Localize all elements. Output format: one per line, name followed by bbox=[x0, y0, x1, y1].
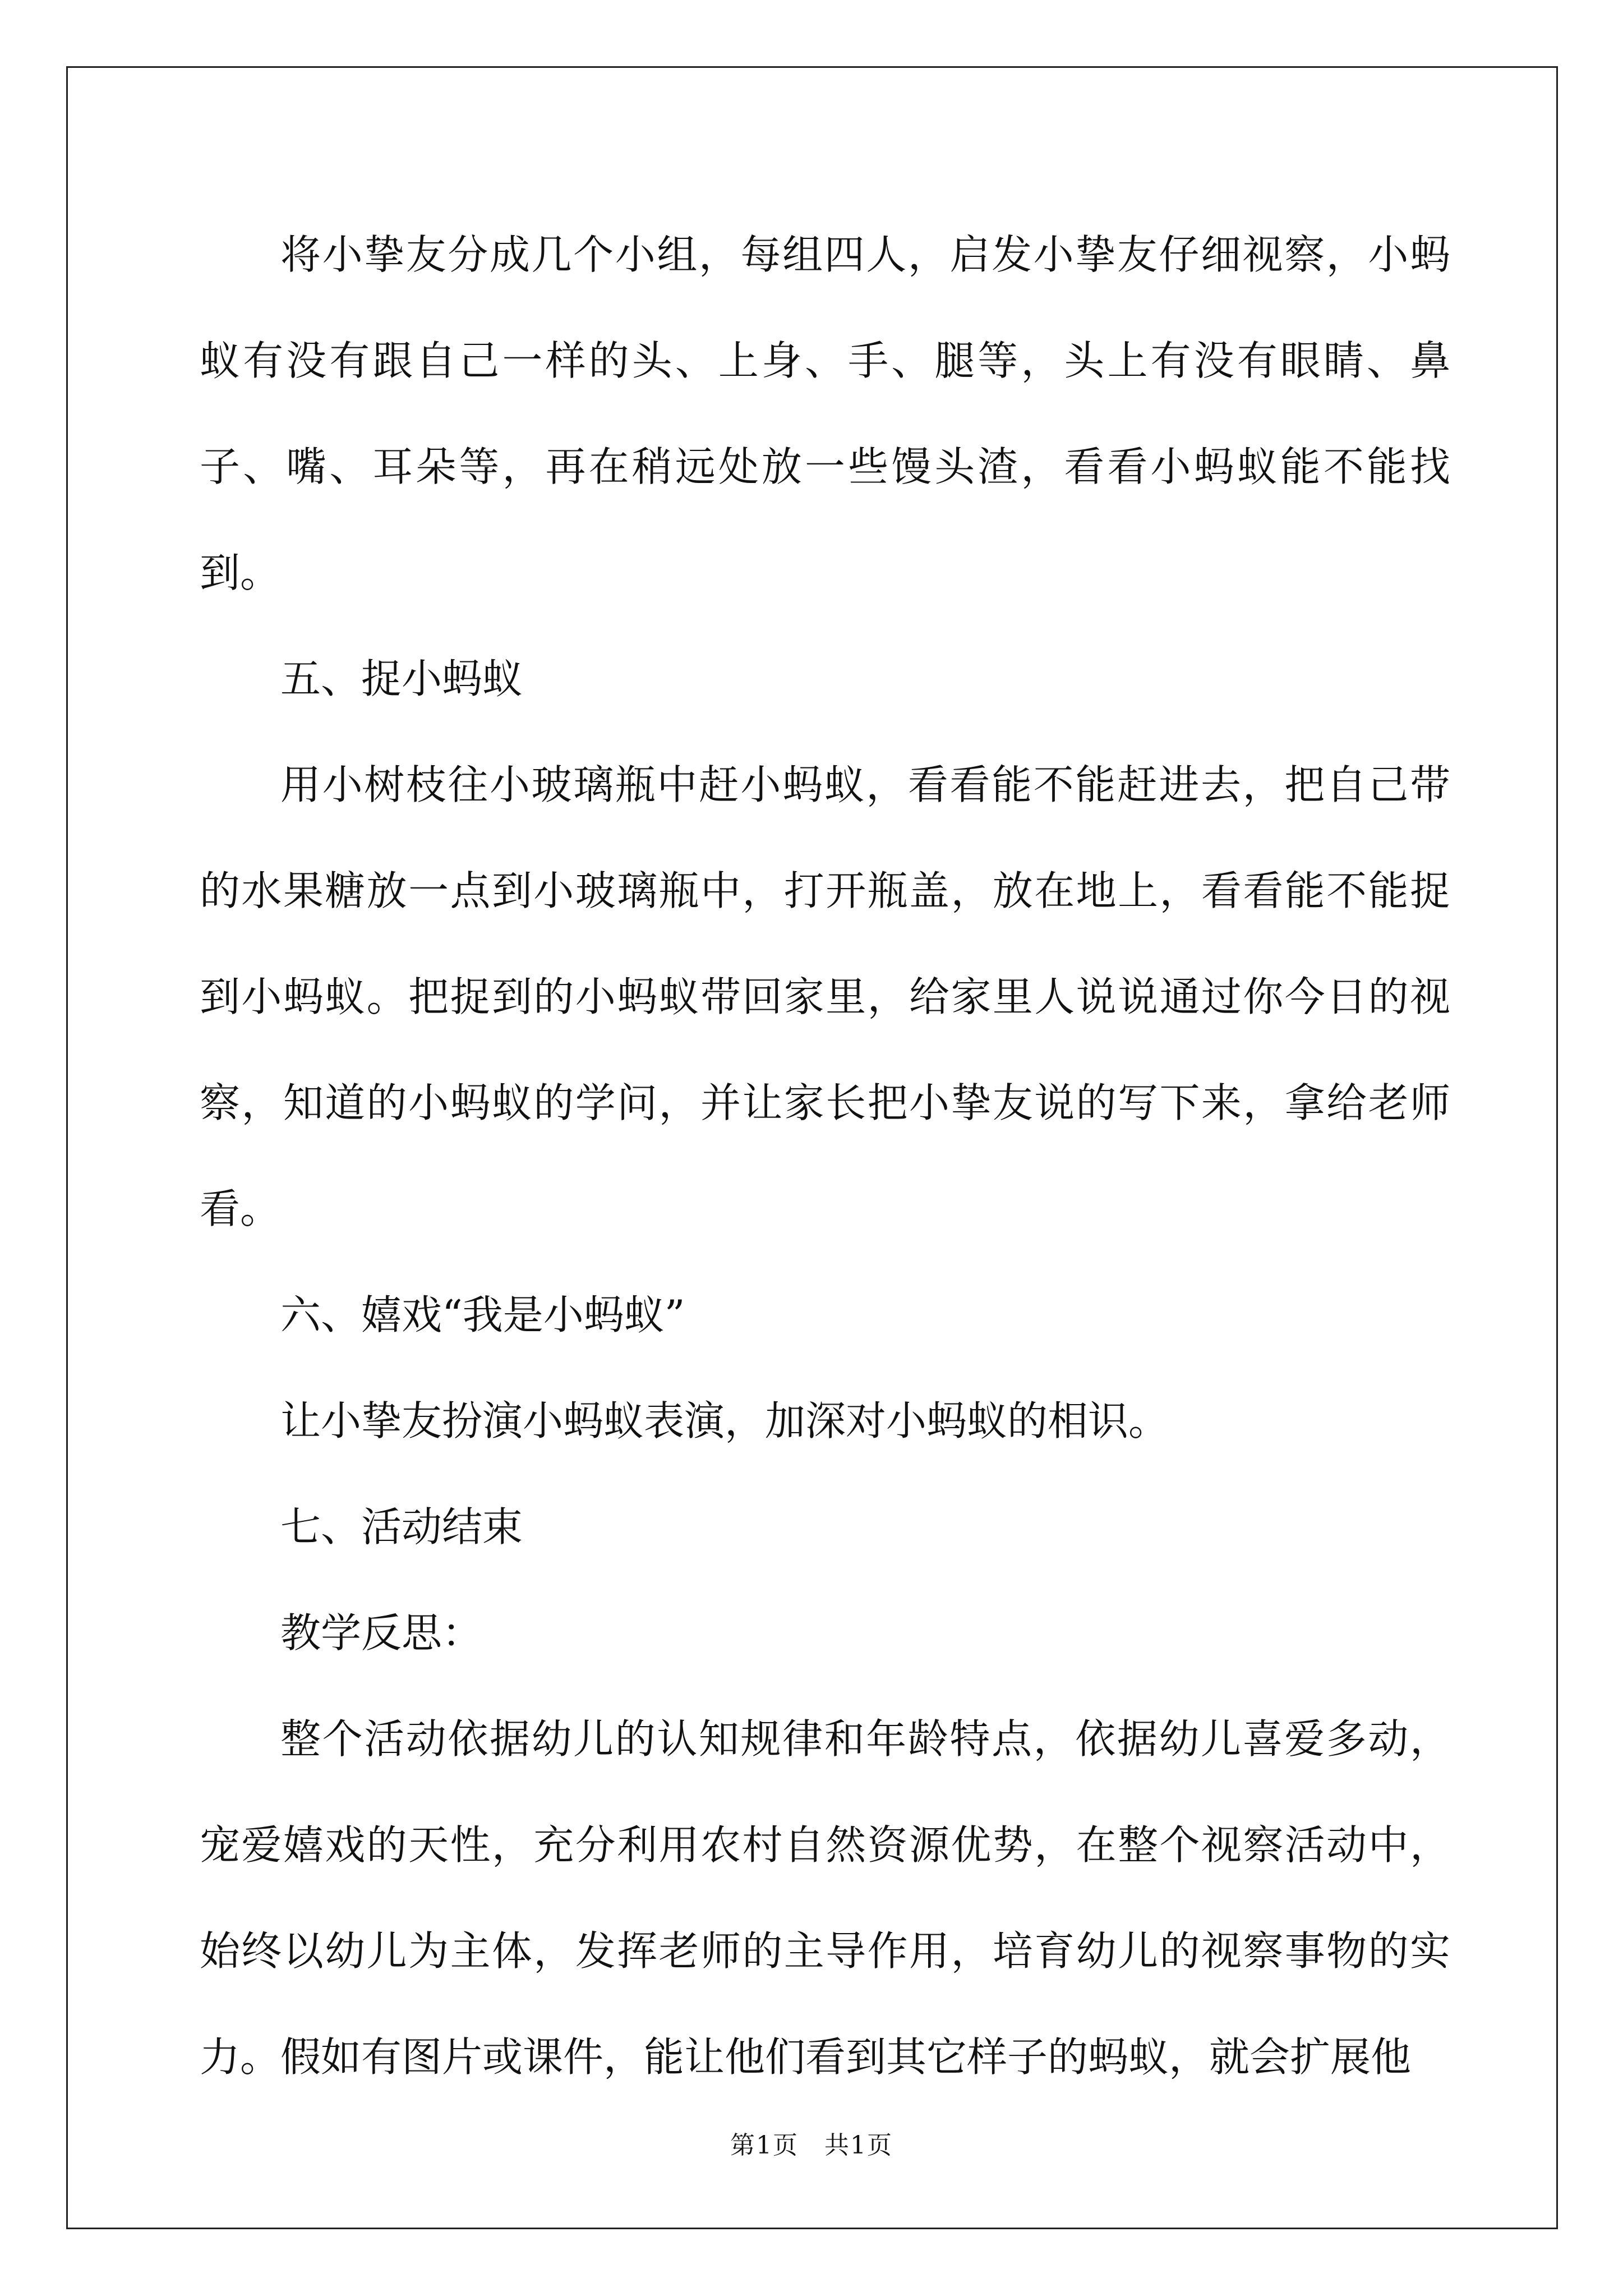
heading-teaching-reflection: 教学反思： bbox=[280, 1609, 483, 1657]
document-body bbox=[200, 202, 1450, 2110]
paragraph-game: 让小挚友扮演小蚂蚁表演，加深对小蚂蚁的相识。 bbox=[280, 1397, 1169, 1444]
paragraph-observe-ants: 将小挚友分成几个小组，每组四人，启发小挚友仔细视察，小蚂蚁有没有跟自己一样的头、上身、手、腿等，头上有没有眼睛、鼻子、嘴、耳朵等，再在稍远处放一些馒头渣，看看小蚂蚁能不能找到。 bbox=[200, 231, 1450, 596]
heading-catch-ants: 五、捉小蚂蚁 bbox=[280, 655, 523, 702]
heading-activity-end: 七、活动结束 bbox=[280, 1503, 523, 1550]
page-number-footer: 第1页 共1页 bbox=[730, 2131, 893, 2160]
paragraph-catch-ants: 用小树枝往小玻璃瓶中赶小蚂蚁，看看能不能赶进去，把自己带的水果糖放一点到小玻璃瓶中，打开瓶盖，放在地上，看看能不能捉到小蚂蚁。把捉到的小蚂蚁带回家里，给家里人说说通过你今日的视察，知道的小蚂蚁的学问，并让家长把小挚友说的写下来，拿给老师看。 bbox=[200, 761, 1450, 1232]
paragraph-teaching-reflection: 整个活动依据幼儿的认知规律和年龄特点，依据幼儿喜爱多动，宠爱嬉戏的天性，充分利用农村自然资源优势，在整个视察活动中，始终以幼儿为主体，发挥老师的主导作用，培育幼儿的视察事物的实力。假如有图片或课件，能让他们看到其它样子的蚂蚁，就会扩展他 bbox=[200, 1715, 1450, 2081]
heading-game: 六、嬉戏“我是小蚂蚁” bbox=[280, 1291, 685, 1338]
